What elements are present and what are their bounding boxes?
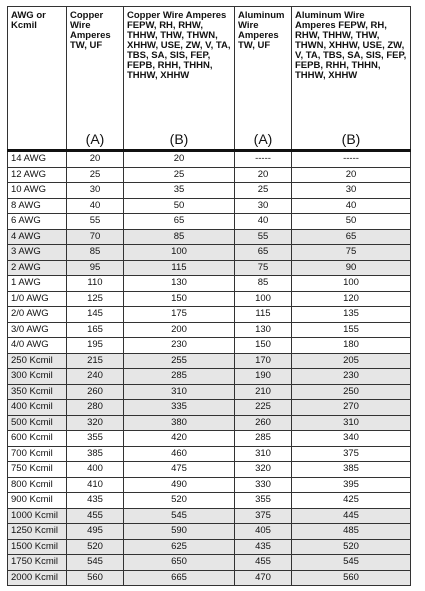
copper-b-cell: 460: [124, 446, 235, 462]
size-cell: 14 AWG: [8, 151, 67, 168]
table-row: [8, 260, 411, 276]
copper-b-cell: 420: [124, 431, 235, 447]
copper-a-cell: 110: [67, 276, 124, 292]
size-cell: 1750 Kcmil: [8, 555, 67, 571]
table-row: [8, 307, 411, 323]
size-cell: 2000 Kcmil: [8, 570, 67, 586]
header-aluminum-a: Aluminum Wire Amperes TW, UF: [235, 7, 292, 130]
copper-a-cell: 385: [67, 446, 124, 462]
aluminum-a-cell: 65: [235, 245, 292, 261]
copper-a-cell: 30: [67, 183, 124, 199]
header-letter-copper-a: (A): [67, 129, 124, 151]
table-row: [8, 431, 411, 447]
size-cell: 900 Kcmil: [8, 493, 67, 509]
aluminum-a-cell: 405: [235, 524, 292, 540]
copper-b-cell: 665: [124, 570, 235, 586]
copper-a-cell: 280: [67, 400, 124, 416]
copper-a-cell: 25: [67, 167, 124, 183]
aluminum-a-cell: 320: [235, 462, 292, 478]
aluminum-a-cell: 170: [235, 353, 292, 369]
copper-a-cell: 40: [67, 198, 124, 214]
aluminum-a-cell: 260: [235, 415, 292, 431]
aluminum-b-cell: 100: [292, 276, 411, 292]
copper-a-cell: 545: [67, 555, 124, 571]
size-cell: 1500 Kcmil: [8, 539, 67, 555]
copper-a-cell: 560: [67, 570, 124, 586]
table-row: [8, 369, 411, 385]
aluminum-b-cell: 120: [292, 291, 411, 307]
copper-b-cell: 255: [124, 353, 235, 369]
size-cell: 12 AWG: [8, 167, 67, 183]
copper-b-cell: 150: [124, 291, 235, 307]
copper-b-cell: 520: [124, 493, 235, 509]
aluminum-a-cell: 470: [235, 570, 292, 586]
aluminum-a-cell: 100: [235, 291, 292, 307]
table-row: [8, 229, 411, 245]
table-header: [8, 7, 411, 151]
table-row: [8, 400, 411, 416]
copper-a-cell: 495: [67, 524, 124, 540]
table-row: [8, 338, 411, 354]
aluminum-b-cell: 50: [292, 214, 411, 230]
copper-b-cell: 35: [124, 183, 235, 199]
copper-a-cell: 435: [67, 493, 124, 509]
size-cell: 700 Kcmil: [8, 446, 67, 462]
copper-a-cell: 520: [67, 539, 124, 555]
aluminum-b-cell: -----: [292, 151, 411, 168]
copper-b-cell: 650: [124, 555, 235, 571]
aluminum-b-cell: 20: [292, 167, 411, 183]
aluminum-b-cell: 90: [292, 260, 411, 276]
aluminum-a-cell: 355: [235, 493, 292, 509]
header-letters-row: [8, 129, 411, 151]
copper-a-cell: 55: [67, 214, 124, 230]
aluminum-b-cell: 135: [292, 307, 411, 323]
aluminum-b-cell: 395: [292, 477, 411, 493]
copper-b-cell: 85: [124, 229, 235, 245]
copper-a-cell: 145: [67, 307, 124, 323]
size-cell: 2/0 AWG: [8, 307, 67, 323]
aluminum-b-cell: 445: [292, 508, 411, 524]
table-row: [8, 539, 411, 555]
aluminum-a-cell: 225: [235, 400, 292, 416]
size-cell: 600 Kcmil: [8, 431, 67, 447]
header-copper-a: Copper Wire Amperes TW, UF: [67, 7, 124, 130]
aluminum-b-cell: 270: [292, 400, 411, 416]
copper-b-cell: 285: [124, 369, 235, 385]
ampacity-table-sheet: [7, 6, 410, 585]
size-cell: 1000 Kcmil: [8, 508, 67, 524]
table-row: [8, 183, 411, 199]
aluminum-b-cell: 520: [292, 539, 411, 555]
header-letter-blank: [8, 129, 67, 151]
aluminum-a-cell: 455: [235, 555, 292, 571]
copper-b-cell: 130: [124, 276, 235, 292]
aluminum-b-cell: 310: [292, 415, 411, 431]
size-cell: 750 Kcmil: [8, 462, 67, 478]
header-size: AWG or Kcmil: [8, 7, 67, 130]
ampacity-table: [7, 6, 411, 586]
aluminum-b-cell: 485: [292, 524, 411, 540]
aluminum-a-cell: 285: [235, 431, 292, 447]
aluminum-a-cell: 75: [235, 260, 292, 276]
copper-b-cell: 230: [124, 338, 235, 354]
aluminum-a-cell: 435: [235, 539, 292, 555]
aluminum-a-cell: 130: [235, 322, 292, 338]
size-cell: 1250 Kcmil: [8, 524, 67, 540]
copper-a-cell: 85: [67, 245, 124, 261]
copper-a-cell: 355: [67, 431, 124, 447]
copper-b-cell: 200: [124, 322, 235, 338]
copper-b-cell: 65: [124, 214, 235, 230]
table-body: [8, 151, 411, 586]
header-letter-aluminum-b: (B): [292, 129, 411, 151]
copper-b-cell: 310: [124, 384, 235, 400]
size-cell: 4/0 AWG: [8, 338, 67, 354]
table-row: [8, 524, 411, 540]
table-row: [8, 446, 411, 462]
copper-a-cell: 70: [67, 229, 124, 245]
aluminum-b-cell: 425: [292, 493, 411, 509]
copper-b-cell: 590: [124, 524, 235, 540]
aluminum-b-cell: 30: [292, 183, 411, 199]
aluminum-a-cell: 150: [235, 338, 292, 354]
table-row: [8, 555, 411, 571]
table-row: [8, 508, 411, 524]
copper-b-cell: 490: [124, 477, 235, 493]
copper-a-cell: 95: [67, 260, 124, 276]
copper-a-cell: 125: [67, 291, 124, 307]
table-row: [8, 291, 411, 307]
copper-a-cell: 400: [67, 462, 124, 478]
copper-b-cell: 25: [124, 167, 235, 183]
size-cell: 6 AWG: [8, 214, 67, 230]
table-row: [8, 151, 411, 168]
copper-a-cell: 455: [67, 508, 124, 524]
aluminum-a-cell: 375: [235, 508, 292, 524]
copper-a-cell: 215: [67, 353, 124, 369]
table-row: [8, 167, 411, 183]
aluminum-b-cell: 375: [292, 446, 411, 462]
table-row: [8, 198, 411, 214]
aluminum-b-cell: 40: [292, 198, 411, 214]
aluminum-b-cell: 205: [292, 353, 411, 369]
aluminum-a-cell: 25: [235, 183, 292, 199]
table-row: [8, 462, 411, 478]
header-aluminum-b: Aluminum Wire Amperes FEPW, RH, RHW, THHW, THW, THWN, XHHW, USE, ZW, V, TA, TBS, SA, SIS, FEP, FEPB, RHH, THHN, THHW, XHHW: [292, 7, 411, 130]
table-row: [8, 415, 411, 431]
copper-a-cell: 195: [67, 338, 124, 354]
copper-a-cell: 20: [67, 151, 124, 168]
aluminum-a-cell: 20: [235, 167, 292, 183]
copper-b-cell: 20: [124, 151, 235, 168]
size-cell: 3 AWG: [8, 245, 67, 261]
aluminum-b-cell: 75: [292, 245, 411, 261]
table-row: [8, 322, 411, 338]
copper-b-cell: 545: [124, 508, 235, 524]
copper-a-cell: 240: [67, 369, 124, 385]
aluminum-a-cell: 115: [235, 307, 292, 323]
aluminum-b-cell: 65: [292, 229, 411, 245]
aluminum-a-cell: 40: [235, 214, 292, 230]
table-row: [8, 570, 411, 586]
copper-a-cell: 165: [67, 322, 124, 338]
copper-b-cell: 175: [124, 307, 235, 323]
size-cell: 8 AWG: [8, 198, 67, 214]
table-row: [8, 477, 411, 493]
header-row: [8, 7, 411, 130]
copper-a-cell: 410: [67, 477, 124, 493]
copper-b-cell: 475: [124, 462, 235, 478]
table-row: [8, 245, 411, 261]
copper-a-cell: 260: [67, 384, 124, 400]
header-letter-copper-b: (B): [124, 129, 235, 151]
copper-b-cell: 625: [124, 539, 235, 555]
table-row: [8, 493, 411, 509]
aluminum-b-cell: 250: [292, 384, 411, 400]
aluminum-b-cell: 230: [292, 369, 411, 385]
aluminum-a-cell: 330: [235, 477, 292, 493]
aluminum-b-cell: 155: [292, 322, 411, 338]
copper-b-cell: 50: [124, 198, 235, 214]
aluminum-b-cell: 560: [292, 570, 411, 586]
header-letter-aluminum-a: (A): [235, 129, 292, 151]
aluminum-a-cell: 55: [235, 229, 292, 245]
size-cell: 300 Kcmil: [8, 369, 67, 385]
copper-a-cell: 320: [67, 415, 124, 431]
copper-b-cell: 100: [124, 245, 235, 261]
size-cell: 3/0 AWG: [8, 322, 67, 338]
size-cell: 4 AWG: [8, 229, 67, 245]
size-cell: 500 Kcmil: [8, 415, 67, 431]
size-cell: 800 Kcmil: [8, 477, 67, 493]
size-cell: 10 AWG: [8, 183, 67, 199]
aluminum-a-cell: 85: [235, 276, 292, 292]
size-cell: 400 Kcmil: [8, 400, 67, 416]
table-row: [8, 276, 411, 292]
copper-b-cell: 335: [124, 400, 235, 416]
aluminum-a-cell: -----: [235, 151, 292, 168]
aluminum-a-cell: 210: [235, 384, 292, 400]
aluminum-a-cell: 30: [235, 198, 292, 214]
aluminum-b-cell: 340: [292, 431, 411, 447]
table-row: [8, 214, 411, 230]
table-row: [8, 384, 411, 400]
copper-b-cell: 115: [124, 260, 235, 276]
aluminum-a-cell: 190: [235, 369, 292, 385]
size-cell: 1/0 AWG: [8, 291, 67, 307]
size-cell: 1 AWG: [8, 276, 67, 292]
aluminum-b-cell: 385: [292, 462, 411, 478]
aluminum-a-cell: 310: [235, 446, 292, 462]
aluminum-b-cell: 180: [292, 338, 411, 354]
aluminum-b-cell: 545: [292, 555, 411, 571]
header-copper-b: Copper Wire Amperes FEPW, RH, RHW, THHW, THW, THWN, XHHW, USE, ZW, V, TA, TBS, SA, SIS, FEP, FEPB, RHH, THHN, THHW, XHHW: [124, 7, 235, 130]
copper-b-cell: 380: [124, 415, 235, 431]
table-row: [8, 353, 411, 369]
size-cell: 250 Kcmil: [8, 353, 67, 369]
size-cell: 350 Kcmil: [8, 384, 67, 400]
size-cell: 2 AWG: [8, 260, 67, 276]
